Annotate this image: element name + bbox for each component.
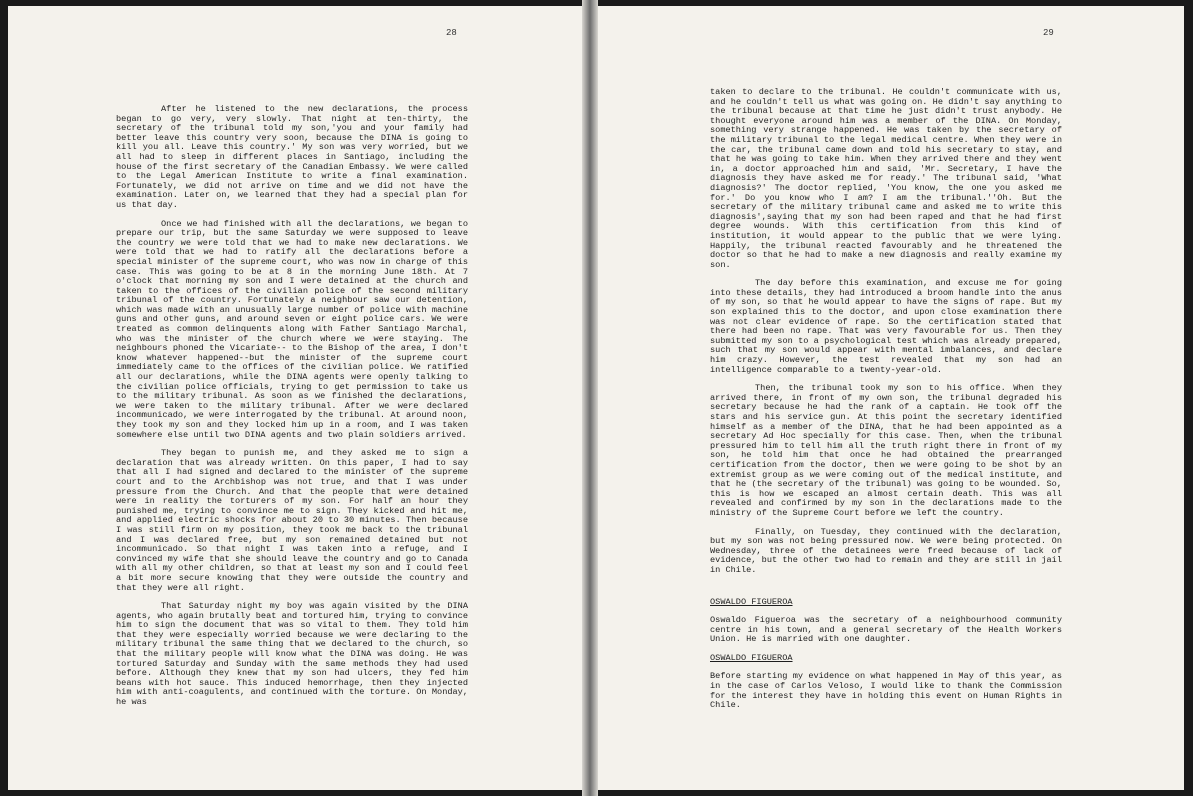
paragraph: Finally, on Tuesday, they continued with the declaration, but my son was not being pressured now. We were being protected. On Wednesday, three of the detainees were freed because of lack of evidence, but the other two had to remain and they are still in jail in Chile. xyxy=(710,526,1062,575)
paragraph: That Saturday night my boy was again visited by the DINA agents, who again brutally beat and tortured him, trying to convince him to sign the document that was so vital to them. They told him that they were especially worried because we were declaring to the military tribunal the same thing that we declared to the church, so that the military people will know what the DINA was doing. He was tortured Saturday and Sunday with the same methods they had used before. Although they knew that my son had ulcers, they fed him beans with hot sauce. This induced hemorrhage, then they injected him with anti-coagulents, and continued with the torture. On Monday, he was xyxy=(116,601,468,708)
book-gutter xyxy=(582,0,598,796)
paragraph: Then, the tribunal took my son to his office. When they arrived there, in front of my own son, the tribunal degraded his secretary because he had the rank of a captain. He took off the stars and his service gun. At this point the secretary identified himself as a member of the DINA, that he had been appointed as a secretary Ad Hoc specially for this case. Then, when the tribunal pressured him to tell him all the truth right there in front of my son, he told him that once he had obtained the prearranged certification from the doctor, then we were going to be shot by an extremist group as we were coming out of the medical institute, and that he (the secretary of the tribunal) was going to be wounded. So, this is how we escaped an almost certain death. This was all revealed and confirmed by my son in the declarations made to the ministry of the Supreme Court before we left the country. xyxy=(710,383,1062,518)
right-page xyxy=(598,6,1184,790)
paragraph: Once we had finished with all the declarations, we began to prepare our trip, but the same Saturday we were supposed to leave the country we were told that we had to make new declarations. We were told that we had to ratify all the declarations before a special minister of the supreme court, who was now in charge of this case. This was going to be at 8 in the morning June 18th. At 7 o'clock that morning my son and I were detained at the church and taken to the offices of the civilian police of the second military tribunal of the country. Fortunately a neighbour saw our detention, which was made with an unusually large number of police with machine guns and other guns, and around seven or eight police cars. We were treated as common delinquents along with Father Santiago Marchal, who was the minister of the church where we were staying. The neighbours phoned the Vicariate-- to the Bishop of the area, I don't know whatever happened--but the minister of the supreme court immediately came to the offices of the civilian police. We ratified all our declarations, while the DINA agents were openly talking to the civilian police officials, trying to get permission to take us to the military tribunal. As soon as we finished the declarations, we were taken to the military tribunal. After we were declared incommunicado, we were interrogated by the tribunal. At around noon, they took my son and they locked him up in a room, and I was taken somewhere else until two DINA agents and two plain soldiers arrived. xyxy=(116,218,468,440)
paragraph: The day before this examination, and excuse me for going into these details, they had introduced a broom handle into the anus of my son, so that he would appear to have the signs of rape. But my son explained this to the doctor, and upon close examination there was not clear evidence of rape. So the certification stated that there had been no rape. That was very favourable for us. Then they submitted my son to a psychological test which was already prepared, such that my son would appear with mental imbalances, and declare him crazy. However, the test revealed that my son had an intelligence comparable to a twenty-year-old. xyxy=(710,278,1062,375)
bio-paragraph: Oswaldo Figueroa was the secretary of a neighbourhood community centre in his town, and a general secretary of the Health Workers Union. He is married with one daughter. xyxy=(710,615,1062,645)
paragraph: taken to declare to the tribunal. He couldn't communicate with us, and he couldn't tell us what was going on. He didn't say anything to the tribunal because at that time he just didn't trust anybody. He thought everyone around him was a member of the DINA. On Monday, something very strange happened. He was taken by the secretary of the military tribunal to the legal medical centre. When they were in the car, the tribunal came down and told his secretary to stay, and that he was going to take him. When they arrived there and they went in, a doctor approached him and said, 'Mr. Secretary, I have the diagnosis they have asked me for ready.' The tribunal said, 'What diagnosis?' The doctor replied, 'You know, the one you asked me for.' Do you know who I am? I am the tribunal.''Oh. But the secretary of the military tribunal came and asked me to write this diagnosis',saying that my son had been raped and that he had first degree wounds. With this certification from this kind of institution, it would appear to the public that we were lying. Happily, the tribunal reacted favourably and he threatened the doctor so that he had to make a new diagnosis and really examine my son. xyxy=(710,87,1062,270)
paragraph: After he listened to the new declarations, the process began to go very, very slowly. That night at ten-thirty, the secretary of the tribunal told my son,'you and your family had better leave this country very soon, because the DINA is going to kill you all. Leave this country.' My son was very worried, but we all had to sleep in different places in Santiago, including the house of the first secretary of the Canadian Embassy. We were called to the Legal American Institute to write a final examination. Fortunately, we did not arrive on time and we did not have the examination. Later on, we learned that they had a special plan for us that day. xyxy=(116,104,468,210)
left-page xyxy=(8,6,582,790)
closing-paragraph: Before starting my evidence on what happened in May of this year, as in the case of Carlos Veloso, I would like to thank the Commission for the interest they have in holding this event on Human Rights in Chile. xyxy=(710,671,1062,711)
body-text xyxy=(116,105,468,708)
section-heading: OSWALDO FIGUEROA xyxy=(710,596,793,607)
page-number: 29 xyxy=(1043,28,1054,38)
page-number: 28 xyxy=(446,28,457,38)
paragraph: They began to punish me, and they asked me to sign a declaration that was already written. On this paper, I had to say that all I had signed and declared to the minister of the supreme court and to the Archbishop was not true, and that I was under pressure from the Church. And that the people that were detained were in reality the torturers of my son. For half an hour they punished me, trying to convince me to sign. They kicked and hit me, and applied electric shocks for about 20 to 30 minutes. Then because I was still firm on my position, they took me back to the tribunal and I was declared free, but my son remained detained but not incommunicado. So that night I was taken into a refuge, and I convinced my wife that she should leave the country and go to Canada with all my other children, so that at least my son and I could feel a bit more secure knowing that they were outside the country and that they were all right. xyxy=(116,448,468,593)
section-heading: OSWALDO FIGUEROA xyxy=(710,652,793,663)
body-text xyxy=(710,88,1062,711)
